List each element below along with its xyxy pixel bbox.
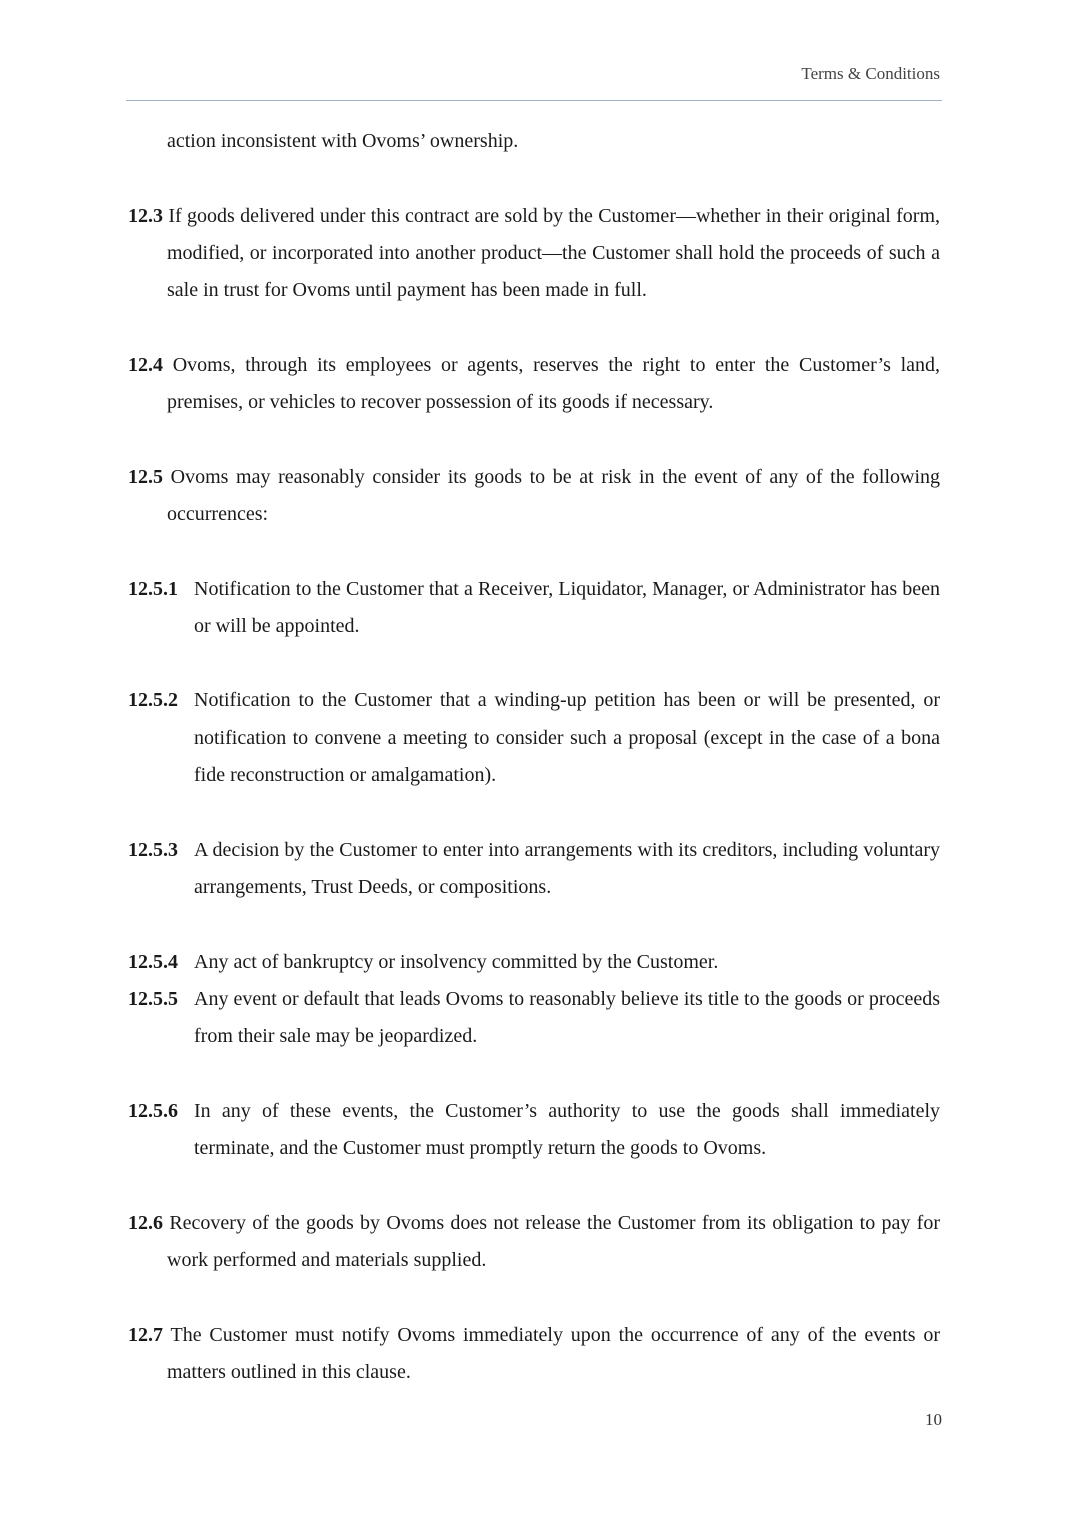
subclause-number: 12.5.1 <box>128 577 178 600</box>
clause-12-3 <box>128 198 940 310</box>
continuation-text: action inconsistent with Ovoms’ ownership. <box>167 130 519 152</box>
subclause-12-5-6 <box>128 1093 940 1168</box>
subclause-text: In any of these events, the Customer’s authority to use the goods shall immediately terminate, and the Customer must promptly return the goods to Ovoms. <box>194 1099 940 1160</box>
clause-text: Recovery of the goods by Ovoms does not release the Customer from its obligation to pay for work performed and materials supplied. <box>167 1211 941 1271</box>
clause-number: 12.6 <box>128 1211 163 1234</box>
clause-number: 12.4 <box>128 353 163 376</box>
subclause-text: A decision by the Customer to enter into arrangements with its creditors, including voluntary arrangements, Trust Deeds, or compositions. <box>194 838 940 898</box>
document-title: Terms & Conditions <box>801 64 940 83</box>
subclause-number: 12.5.4 <box>128 950 178 973</box>
subclause-text: Any act of bankruptcy or insolvency committed by the Customer. <box>194 950 719 973</box>
subclause-text: Notification to the Customer that a Receiver, Liquidator, Manager, or Administrator has been or will be appointed. <box>194 577 940 637</box>
page-header <box>126 62 942 101</box>
clause-12-4 <box>128 347 940 422</box>
subclause-12-5-1 <box>128 571 940 646</box>
subclause-text: Notification to the Customer that a winding-up petition has been or will be presented, or notification to convene a meeting to consider such a proposal (except in the case of a bona fide reconstruction or amalgamation). <box>194 689 940 787</box>
clause-number: 12.5 <box>128 465 163 488</box>
clause-12-7 <box>128 1317 940 1392</box>
page-number: 10 <box>925 1410 942 1429</box>
clause-text: The Customer must notify Ovoms immediately upon the occurrence of any of the events or matters outlined in this clause. <box>167 1323 940 1383</box>
document-body <box>128 123 940 1428</box>
clause-text: Ovoms, through its employees or agents, reserves the right to enter the Customer’s land, premises, or vehicles to recover possession of its goods if necessary. <box>167 353 940 414</box>
subclause-12-5-5 <box>128 981 940 1056</box>
clause-text: If goods delivered under this contract are sold by the Customer—whether in their original form, modified, or incorporated into another product—the Customer shall hold the proceeds of such a sale in trust for Ovoms until payment has been made in full. <box>167 204 941 302</box>
subclause-12-5-4 <box>128 944 940 981</box>
subclause-number: 12.5.6 <box>128 1099 178 1122</box>
clause-12-5 <box>128 459 940 534</box>
clause-text: Ovoms may reasonably consider its goods to be at risk in the event of any of the following occurrences: <box>167 465 941 525</box>
subclause-text: Any event or default that leads Ovoms to reasonably believe its title to the goods or proceeds from their sale may be jeopardized. <box>194 987 940 1048</box>
subclause-number: 12.5.5 <box>128 987 178 1010</box>
subclause-12-5-2 <box>128 682 940 794</box>
subclause-12-5-3 <box>128 832 940 907</box>
clause-12-6 <box>128 1205 940 1280</box>
subclause-number: 12.5.2 <box>128 689 178 712</box>
subclause-number: 12.5.3 <box>128 838 178 861</box>
clause-number: 12.3 <box>128 204 163 227</box>
clause-number: 12.7 <box>128 1323 163 1346</box>
